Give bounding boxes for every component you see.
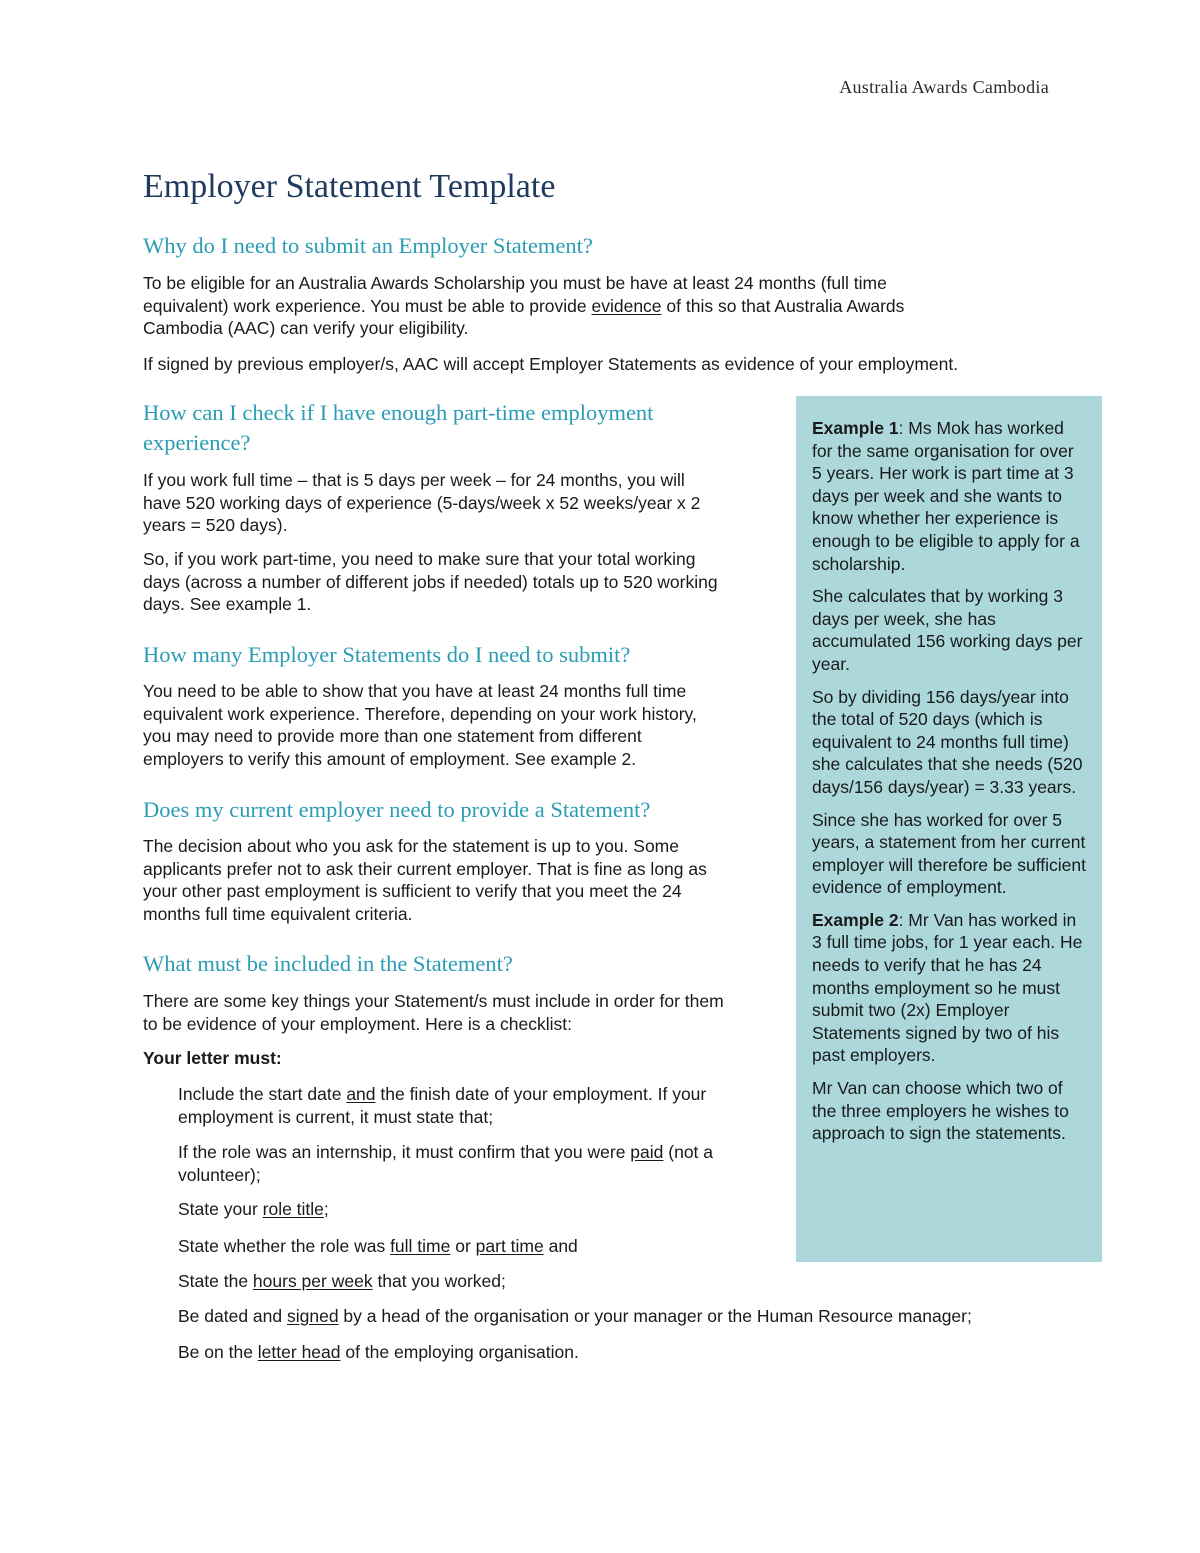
text-span: State whether the role was [178,1236,391,1256]
text-line: your other past employment is sufficient to verify that you meet the 24 [143,881,682,902]
example-1-division: So by dividing 156 days/year into the total of 520 days (which is equivalent to 24 months full time) she calculates that she needs (520 days/156 days/year) = 3.33 years. [812,686,1083,797]
text-span: or [450,1236,476,1256]
example-2-intro [812,909,1088,1067]
checklist-item-hours [178,1270,506,1293]
underlined-text: letter head [257,1342,341,1362]
text-line: There are some key things your Statement/s must include in order for them [143,991,724,1011]
text-span: : Ms Mok has worked for the same organisation for over 5 years. Her work is part time at 3 days per week and she wants to know whether her experience is enough to be eligible to apply for a scholarship. [812,418,1080,574]
letter-must-label: Your letter must: [143,1048,282,1068]
example-1-label: Example 1 [812,418,899,438]
example-1-calc: She calculates that by working 3 days per week, she has accumulated 156 working days per year. [812,586,1083,674]
parttime-paragraph-1 [143,469,783,537]
example-2-conclusion: Mr Van can choose which two of the three employers he wishes to approach to sign the statements. [812,1078,1069,1144]
text-span: State your [178,1199,263,1219]
howmany-paragraph [143,680,783,770]
text-line [178,1141,778,1164]
text-line: volunteer); [178,1164,261,1185]
underlined-text: hours per week [252,1271,373,1291]
why-paragraph-1 [143,272,1043,340]
text-span: If the role was an internship, it must confirm that you were [178,1142,631,1162]
heading-why-submit: Why do I need to submit an Employer Statement? [143,233,593,258]
text-line: to be evidence of your employment. Here is a checklist: [143,1013,572,1034]
text-span: by a head of the organisation or your manager or the Human Resource manager; [338,1306,972,1326]
underlined-text: and [346,1084,376,1104]
text-span: : Mr Van has worked in 3 full time jobs, for 1 year each. He needs to verify that he has 24 months employment so he must submit two (2x) Employer Statements signed by two of his past employers. [812,909,1083,1066]
heading-how-many: How many Employer Statements do I need to submit? [143,642,631,667]
text-line: equivalent work experience. Therefore, depending on your work history, [143,703,697,724]
text-line [178,1083,778,1106]
text-span: that you worked; [372,1271,506,1291]
examples-sidebar [796,396,1102,1262]
text-span: State the [178,1271,253,1291]
why-paragraph-2: If signed by previous employer/s, AAC will accept Employer Statements as evidence of your employment. [143,354,959,374]
text-line: employment is current, it must state that; [178,1106,494,1127]
underlined-text: role title [262,1199,324,1219]
heading-part-time [143,398,783,458]
example-1-intro [812,417,1088,575]
heading-what-included: What must be included in the Statement? [143,951,513,976]
text-span: Be dated and [178,1306,287,1326]
text-line: you may need to provide more than one statement from different [143,726,642,747]
checklist-item-full-part-time [178,1235,578,1258]
underlined-text: full time [390,1236,451,1256]
text-line: To be eligible for an Australia Awards Scholarship you must be have at least 24 months (full time [143,273,887,293]
text-span: the finish date of your employment. If your [375,1084,707,1104]
checklist-item-dates [178,1083,778,1128]
text-line: applicants prefer not to ask their current employer. That is fine as long as [143,858,707,879]
document-title: Employer Statement Template [143,168,556,205]
text-line: Cambodia (AAC) can verify your eligibility. [143,318,469,339]
underlined-evidence: evidence [591,295,662,316]
checklist-item-role-title [178,1198,329,1221]
heading-current-employer: Does my current employer need to provide a Statement? [143,797,651,822]
text-span: and [543,1236,578,1256]
text-line: The decision about who you ask for the statement is up to you. Some [143,836,679,856]
text-line: employers to verify this amount of employment. See example 2. [143,748,637,769]
text-span: ; [323,1199,329,1219]
heading-line: experience? [143,430,251,455]
underlined-text: part time [475,1236,544,1256]
text-line: have 520 working days of experience (5-days/week x 52 weeks/year x 2 [143,492,701,513]
text-span: of this so that Australia Awards [661,295,905,316]
text-span: (not a [663,1142,714,1162]
checklist-item-internship [178,1141,778,1186]
text-span: equivalent) work experience. You must be able to provide [143,295,592,316]
text-span: of the employing organisation. [340,1342,579,1362]
text-span: Include the start date [178,1084,347,1104]
underlined-text: paid [630,1142,664,1162]
text-line: months full time equivalent criteria. [143,903,413,924]
example-1-conclusion: Since she has worked for over 5 years, a statement from her current employer will therefore be sufficient evidence of employment. [812,809,1086,898]
header-org-name: Australia Awards Cambodia [839,77,1049,97]
parttime-paragraph-2 [143,548,783,616]
current-paragraph [143,835,783,925]
example-2-label: Example 2 [812,909,899,930]
checklist-item-signed [178,1305,972,1328]
underlined-text: signed [286,1306,339,1326]
text-line: If you work full time – that is 5 days per week – for 24 months, you will [143,470,685,490]
included-paragraph [143,990,793,1035]
text-line: So, if you work part-time, you need to make sure that your total working [143,549,696,569]
checklist-item-letterhead [178,1341,579,1364]
text-line [143,295,1043,318]
text-span: Be on the [178,1342,258,1362]
text-line: years = 520 days). [143,515,288,536]
text-line: days (across a number of different jobs if needed) totals up to 520 working [143,571,718,592]
text-line: You need to be able to show that you have at least 24 months full time [143,681,687,701]
text-line: days. See example 1. [143,594,312,615]
heading-line: How can I check if I have enough part-time employment [143,400,654,425]
